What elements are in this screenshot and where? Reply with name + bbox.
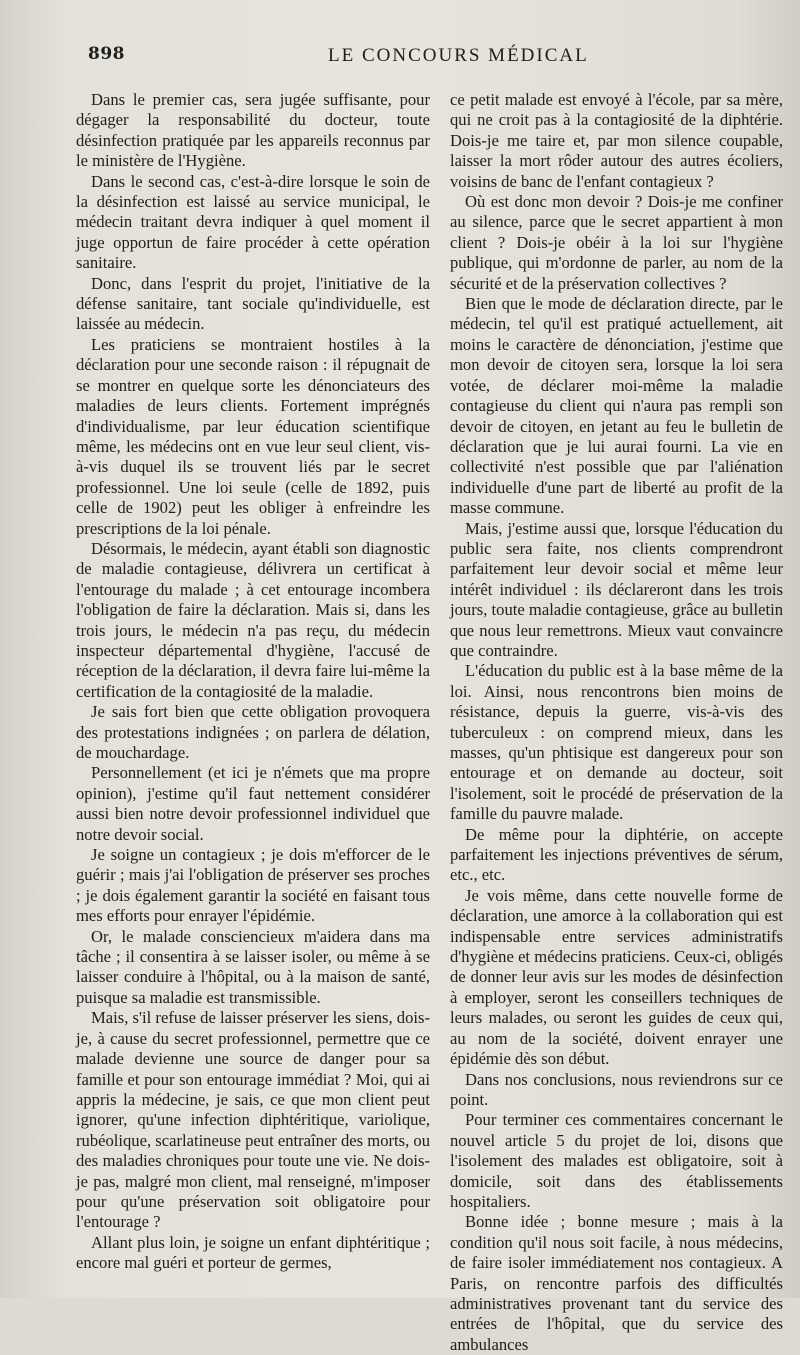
paragraph: Bonne idée ; bonne mesure ; mais à la condition qu'il nous soit facile, à nous médecins, de faire isoler immédiatement nos contagieux. A Paris, on rencontre parfois des difficultés administratives provenant tant du service des entrées de l'hôpital, que du service des ambulances bbox=[450, 1212, 783, 1354]
paragraph: Pour terminer ces commentaires concernant le nouvel article 5 du projet de loi, disons que l'isolement des malades est obligatoire, soit à domicile, soit dans des établissements hospitaliers. bbox=[450, 1110, 783, 1211]
right-column bbox=[450, 90, 783, 1355]
paragraph: Dans le premier cas, sera jugée suffisante, pour dégager la responsabilité du docteur, toute désinfection pratiquée par les appareils reconnus par le ministère de l'Hygiène. bbox=[76, 90, 430, 171]
paragraph: Désormais, le médecin, ayant établi son diagnostic de maladie contagieuse, délivrera un certificat à l'entourage du malade ; à cet entourage incombera l'obligation de faire la déclaration. Mais si, dans les trois jours, le médecin n'a pas reçu, du médecin inspecteur départemental d'hygiène, l'accusé de réception de la déclaration, il devra faire lui-même la certification de la contagiosité de la maladie. bbox=[76, 538, 430, 701]
paragraph: De même pour la diphtérie, on accepte parfaitement les injections préventives de sérum, etc., etc. bbox=[450, 824, 783, 885]
paragraph: Dans nos conclusions, nous reviendrons sur ce point. bbox=[450, 1069, 783, 1109]
paragraph: L'éducation du public est à la base même de la loi. Ainsi, nous rencontrons bien moins de résistance, depuis la guerre, vis-à-vis des tuberculeux : on comprend mieux, dans les masses, qu'un phtisique est dangereux pour son entourage et on demande au docteur, soit l'isolement, soit le procédé de préservation de la famille du pauvre malade. bbox=[450, 661, 783, 824]
paragraph: Donc, dans l'esprit du projet, l'initiative de la défense sanitaire, tant sociale qu'individuelle, est laissée au médecin. bbox=[76, 273, 430, 334]
running-header bbox=[88, 44, 788, 74]
paragraph: Mais, s'il refuse de laisser préserver les siens, dois-je, à cause du secret professionnel, permettre que ce malade devienne une source de danger pour sa famille et pour son entourage immédiat ? Moi, qui ai appris la médecine, je sais, ce que mon client peut ignorer, qu'une infection diphtéritique, variolique, rubéolique, scarlatineuse peut entraîner des morts, ou des maladies chroniques pour toute une vie. Ne dois-je pas, malgré mon client, mal renseigné, m'imposer pour qu'une préservation soit obligatoire pour l'entourage ? bbox=[76, 1008, 430, 1232]
paragraph: Or, le malade consciencieux m'aidera dans ma tâche ; il consentira à se laisser isoler, ou même à se laisser conduire à l'hôpital, ou à la maison de santé, puisque sa maladie est transmissible. bbox=[76, 926, 430, 1007]
paragraph-continuation: ce petit malade est envoyé à l'école, par sa mère, qui ne croit pas à la contagiosité de la diphtérie. Dois-je me taire et, par mon silence coupable, laisser la mort rôder autour des autres écoliers, voisins de banc de l'enfant contagieux ? bbox=[450, 90, 783, 191]
left-column bbox=[76, 90, 430, 1274]
paragraph: Mais, j'estime aussi que, lorsque l'éducation du public sera faite, nos clients comprendront parfaitement leur devoir social et même leur intérêt individuel : ils déclareront dans les trois jours, toute maladie contagieuse, grâce au bulletin que nous leur remettrons. Mieux vaut convaincre que contraindre. bbox=[450, 518, 783, 660]
paragraph: Je vois même, dans cette nouvelle forme de déclaration, une amorce à la collaboration qui est indispensable entre services administratifs d'hygiène et médecins praticiens. Ceux-ci, obligés de donner leur avis sur les modes de désinfection à employer, seront les conseillers techniques de leurs malades, ou seront les guides de ceux qui, au nom de la société, doivent enrayer une épidémie dès son début. bbox=[450, 885, 783, 1069]
paragraph: Les praticiens se montraient hostiles à la déclaration pour une seconde raison : il répugnait de se montrer en quelque sorte les dénonciateurs des maladies de leurs clients. Fortement imprégnés d'individualisme, par leur éducation scientifique même, les médecins ont en vue leur seul client, vis-à-vis duquel ils se trouvent liés par le secret professionnel. Une loi seule (celle de 1892, puis celle de 1902) peut les obliger à enfreindre les prescriptions de la loi pénale. bbox=[76, 334, 430, 538]
journal-title: LE CONCOURS MÉDICAL bbox=[328, 45, 589, 66]
paragraph: Je sais fort bien que cette obligation provoquera des protestations indignées ; on parlera de délation, de mouchardage. bbox=[76, 702, 430, 762]
paragraph: Dans le second cas, c'est-à-dire lorsque le soin de la désinfection est laissé au service municipal, le médecin traitant devra indiquer à quel moment il juge opportun de faire procéder à cette opération sanitaire. bbox=[76, 171, 430, 273]
paragraph: Bien que le mode de déclaration directe, par le médecin, tel qu'il est pratiqué actuellement, ait moins le caractère de dénonciation, j'estime que mon devoir de citoyen sera, lorsque la loi sera votée, de déclarer moi-même la maladie contagieuse du client qui n'aura pas rempli son devoir de citoyen, en jetant au feu le bulletin de déclaration que je lui aurai fourni. La vie en collectivité n'est possible que par l'aliénation individuelle d'une part de liberté au profit de la masse commune. bbox=[450, 294, 783, 518]
paragraph: Allant plus loin, je soigne un enfant diphtéritique ; encore mal guéri et porteur de germes, bbox=[76, 1232, 430, 1273]
paragraph: Je soigne un contagieux ; je dois m'efforcer de le guérir ; mais j'ai l'obligation de préserver ses proches ; je dois également garantir la société en faisant tous mes efforts pour enrayer l'épidémie. bbox=[76, 845, 430, 926]
paragraph: Où est donc mon devoir ? Dois-je me confiner au silence, parce que le secret appartient à mon client ? Dois-je obéir à la loi sur l'hygiène publique, qui m'ordonne de parler, au nom de la sécurité et de la préservation collectives ? bbox=[450, 192, 783, 293]
page-number: 898 bbox=[88, 44, 125, 64]
paragraph: Personnellement (et ici je n'émets que ma propre opinion), j'estime qu'il faut nettement considérer aussi bien notre devoir professionnel individuel que notre devoir social. bbox=[76, 763, 430, 844]
